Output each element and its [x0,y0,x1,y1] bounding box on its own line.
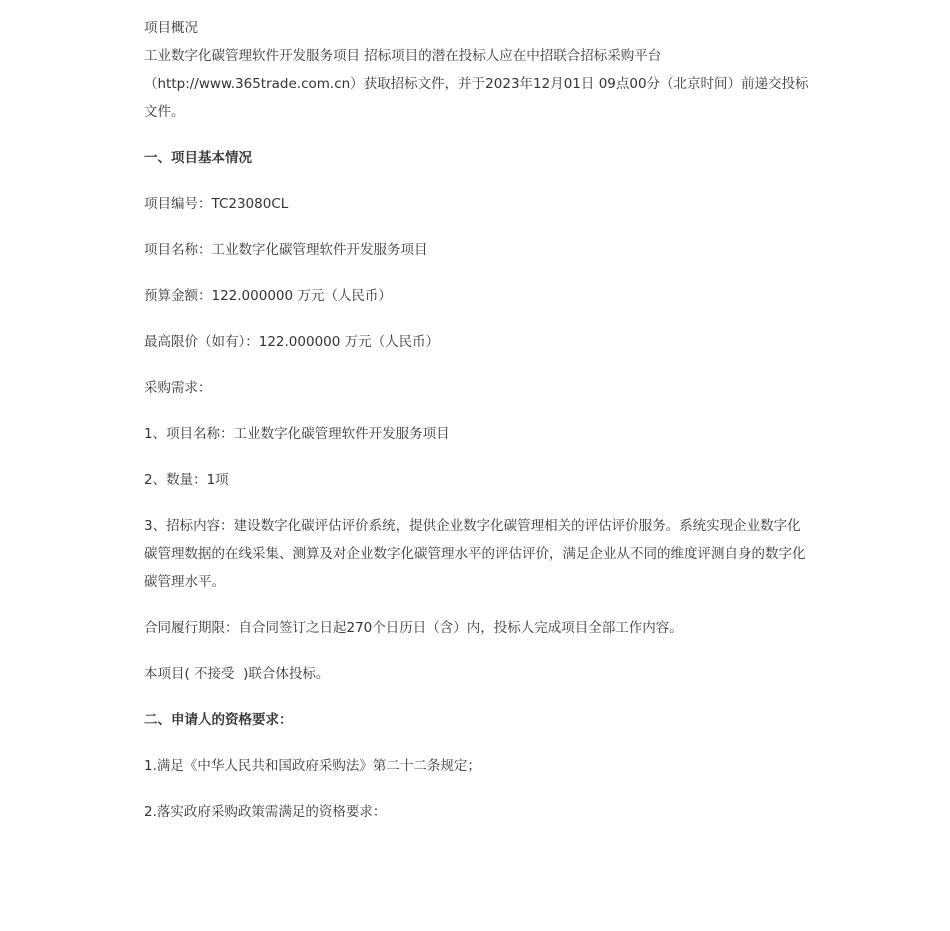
need-item-3: 3、招标内容：建设数字化碳评估评价系统，提供企业数字化碳管理相关的评估评价服务。系统实现企业数字化碳管理数据的在线采集、测算及对企业数字化碳管理水平的评估评价，满足企业从不同的维度评测自身的数字化碳管理水平。 [144,518,806,590]
need-item-1: 1、项目名称：工业数字化碳管理软件开发服务项目 [144,426,450,442]
project-number: 项目编号：TC23080CL [144,196,289,212]
tender-notice [144,14,812,826]
section1-heading: 一、项目基本情况 [144,150,252,166]
overview-title: 项目概况 [144,20,198,36]
overview-text: 工业数字化碳管理软件开发服务项目 招标项目的潜在投标人应在中招联合招标采购平台（http://www.365trade.com.cn）获取招标文件，并于2023年12月01日 09点00分（北京时间）前递交投标文件。 [144,48,809,120]
section2-heading: 二、申请人的资格要求： [144,712,293,728]
contract-period: 合同履行期限：自合同签订之日起270个日历日（含）内，投标人完成项目全部工作内容。 [144,620,683,636]
budget-amount: 预算金额：122.000000 万元（人民币） [144,288,392,304]
procurement-needs-label: 采购需求： [144,380,212,396]
need-item-2: 2、数量：1项 [144,472,229,488]
consortium-statement: 本项目( 不接受 )联合体投标。 [144,666,330,682]
max-price: 最高限价（如有）：122.000000 万元（人民币） [144,334,440,350]
project-name: 项目名称：工业数字化碳管理软件开发服务项目 [144,242,428,258]
requirement-2: 2.落实政府采购政策需满足的资格要求： [144,804,387,820]
requirement-1: 1.满足《中华人民共和国政府采购法》第二十二条规定； [144,758,481,774]
